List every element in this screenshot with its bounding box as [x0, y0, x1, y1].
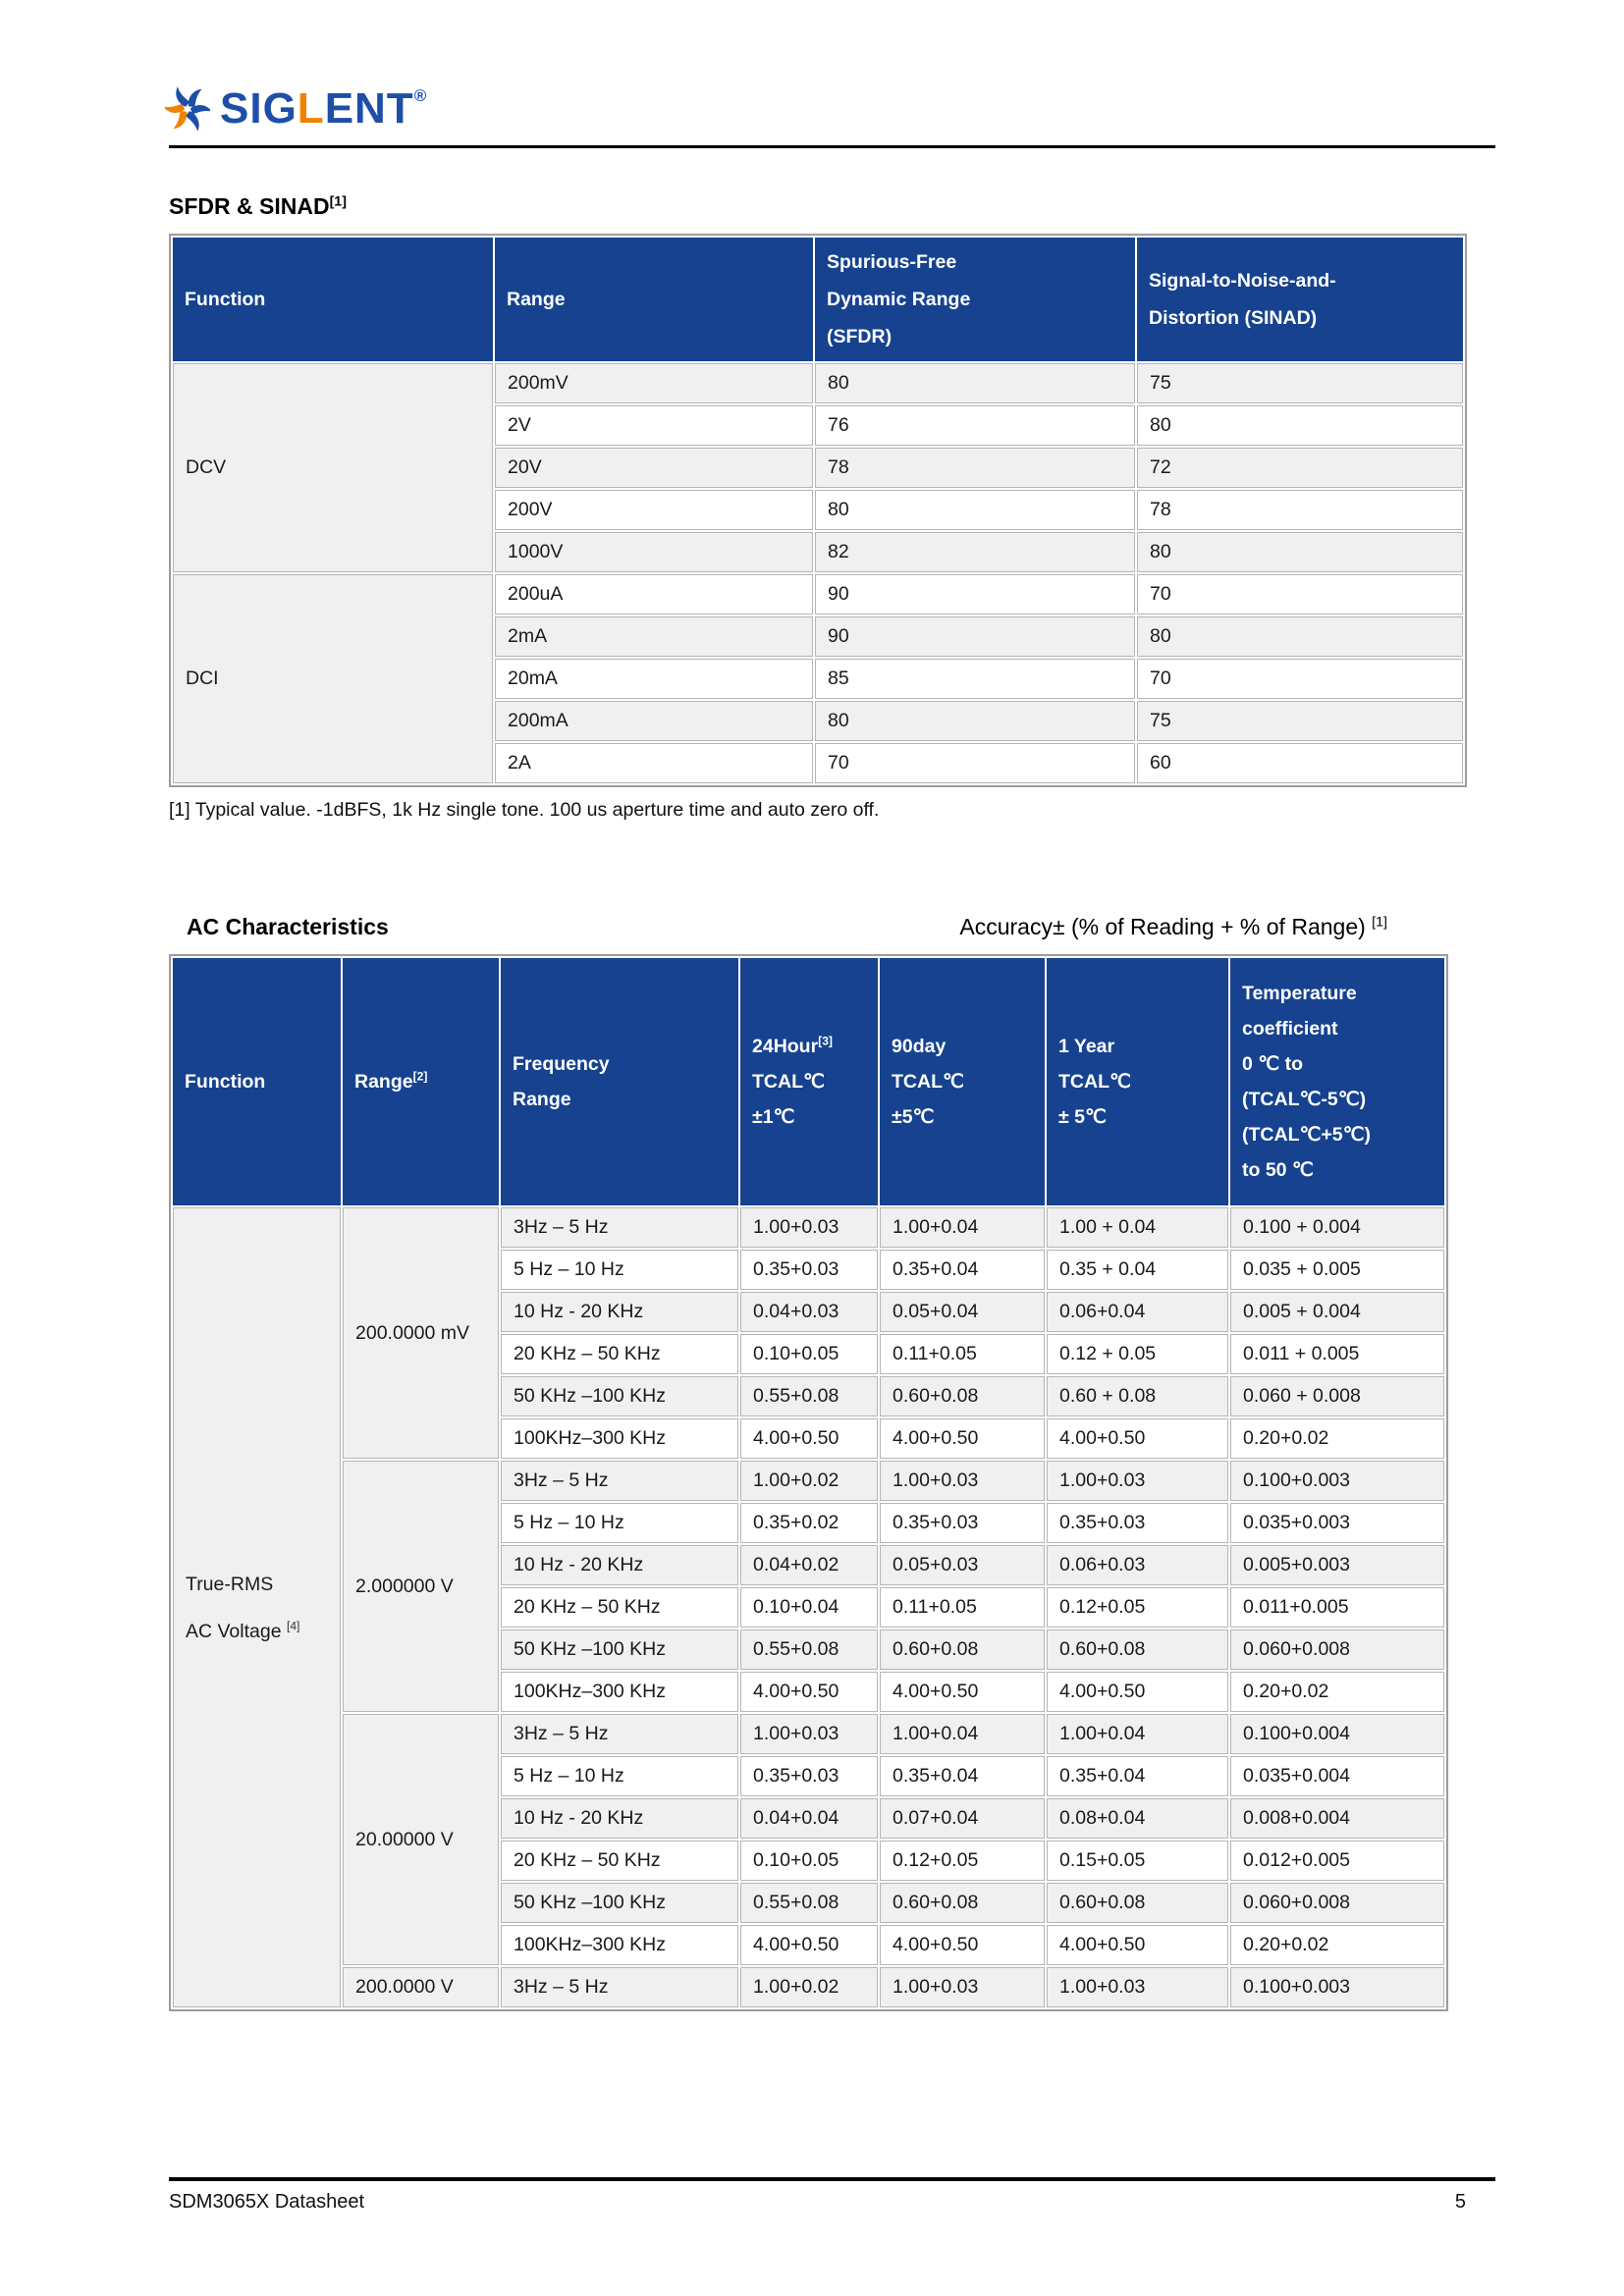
table-cell: 0.012+0.005	[1230, 1841, 1444, 1881]
table-cell: 10 Hz - 20 KHz	[501, 1545, 738, 1585]
ac-characteristics-table	[169, 954, 1448, 2011]
col-header-90day: 90day TCAL℃ ±5℃	[880, 958, 1045, 1205]
table-row	[173, 1714, 1444, 1754]
table-cell: 72	[1137, 448, 1463, 488]
table-cell: 0.12 + 0.05	[1047, 1334, 1228, 1374]
table-cell: 1.00+0.03	[1047, 1461, 1228, 1501]
table-cell: 200V	[495, 490, 813, 530]
header-row	[173, 238, 1463, 361]
table-cell: 0.060 + 0.008	[1230, 1376, 1444, 1416]
table-cell: 0.04+0.02	[740, 1545, 878, 1585]
table-cell: 80	[815, 701, 1135, 741]
table-cell: 0.100+0.003	[1230, 1967, 1444, 2007]
table-cell: 0.06+0.04	[1047, 1292, 1228, 1332]
table-cell: 0.07+0.04	[880, 1798, 1045, 1839]
header-divider	[169, 145, 1495, 148]
col-header-temp-coefficient: Temperature coefficient 0 ℃ to (TCAL℃-5℃) (TCAL℃+5℃) to 50 ℃	[1230, 958, 1444, 1205]
table-cell: 1.00+0.03	[880, 1461, 1045, 1501]
sfdr-footnote: [1] Typical value. -1dBFS, 1k Hz single tone. 100 us aperture time and auto zero off.	[169, 799, 880, 821]
table-row	[173, 1207, 1444, 1248]
table-cell: 0.005+0.003	[1230, 1545, 1444, 1585]
footer-page-number: 5	[1454, 2191, 1466, 2213]
registered-mark: ®	[413, 86, 428, 105]
footnote-ref-3: [3]	[818, 1034, 833, 1048]
footer-document-title: SDM3065X Datasheet	[169, 2191, 365, 2213]
table-cell: 0.060+0.008	[1230, 1629, 1444, 1670]
range-cell: 200.0000 mV	[343, 1207, 499, 1459]
table-row	[173, 1461, 1444, 1501]
table-cell: 100KHz–300 KHz	[501, 1672, 738, 1712]
function-cell: DCV	[173, 363, 493, 572]
table-cell: 80	[815, 363, 1135, 403]
table-cell: 100KHz–300 KHz	[501, 1418, 738, 1459]
col-header-frequency-range: Frequency Range	[501, 958, 738, 1205]
footnote-ref-2: [2]	[412, 1069, 428, 1084]
table-cell: 0.011 + 0.005	[1230, 1334, 1444, 1374]
table-cell: 0.12+0.05	[880, 1841, 1045, 1881]
page-footer	[169, 2177, 1495, 2214]
footnote-ref-1: [1]	[329, 193, 347, 210]
col-header-range: Range[2]	[343, 958, 499, 1205]
table-cell: 1.00+0.03	[740, 1714, 878, 1754]
table-cell: 1.00+0.02	[740, 1461, 878, 1501]
col-header-sinad: Signal-to-Noise-and- Distortion (SINAD)	[1137, 238, 1463, 361]
table-cell: 1.00+0.04	[880, 1714, 1045, 1754]
table-cell: 5 Hz – 10 Hz	[501, 1250, 738, 1290]
table-cell: 82	[815, 532, 1135, 572]
table-cell: 4.00+0.50	[1047, 1672, 1228, 1712]
table-cell: 4.00+0.50	[740, 1925, 878, 1965]
table-cell: 0.55+0.08	[740, 1629, 878, 1670]
table-cell: 0.60+0.08	[880, 1376, 1045, 1416]
table-cell: 0.35+0.04	[1047, 1756, 1228, 1796]
table-cell: 0.35+0.04	[880, 1250, 1045, 1290]
table-cell: 0.05+0.03	[880, 1545, 1045, 1585]
col-header-1year: 1 Year TCAL℃ ± 5℃	[1047, 958, 1228, 1205]
function-cell: True-RMS AC Voltage [4]	[173, 1207, 341, 2007]
table-cell: 0.35+0.03	[880, 1503, 1045, 1543]
table-cell: 4.00+0.50	[880, 1672, 1045, 1712]
table-cell: 0.20+0.02	[1230, 1672, 1444, 1712]
table-cell: 0.08+0.04	[1047, 1798, 1228, 1839]
table-cell: 4.00+0.50	[880, 1925, 1045, 1965]
ac-characteristics-title: AC Characteristics	[187, 914, 389, 939]
table-cell: 100KHz–300 KHz	[501, 1925, 738, 1965]
table-cell: 50 KHz –100 KHz	[501, 1629, 738, 1670]
col-header-function: Function	[173, 958, 341, 1205]
footnote-ref-1: [1]	[1372, 914, 1387, 931]
table-cell: 20 KHz – 50 KHz	[501, 1841, 738, 1881]
table-cell: 20 KHz – 50 KHz	[501, 1334, 738, 1374]
table-cell: 0.10+0.04	[740, 1587, 878, 1628]
table-cell: 0.04+0.04	[740, 1798, 878, 1839]
table-cell: 10 Hz - 20 KHz	[501, 1798, 738, 1839]
table-cell: 0.55+0.08	[740, 1376, 878, 1416]
table-cell: 200mA	[495, 701, 813, 741]
logo-accent-letter: L	[297, 84, 325, 133]
table-cell: 5 Hz – 10 Hz	[501, 1503, 738, 1543]
siglent-pinwheel-icon	[165, 86, 210, 132]
sfdr-sinad-table	[169, 234, 1467, 787]
table-cell: 60	[1137, 743, 1463, 783]
table-cell: 0.11+0.05	[880, 1587, 1045, 1628]
table-cell: 20mA	[495, 659, 813, 699]
table-cell: 76	[815, 405, 1135, 446]
table-cell: 0.011+0.005	[1230, 1587, 1444, 1628]
table-cell: 1000V	[495, 532, 813, 572]
table-cell: 200uA	[495, 574, 813, 614]
table-cell: 70	[1137, 659, 1463, 699]
table-cell: 0.55+0.08	[740, 1883, 878, 1923]
table-cell: 0.35 + 0.04	[1047, 1250, 1228, 1290]
table-cell: 4.00+0.50	[740, 1672, 878, 1712]
table-cell: 0.100+0.003	[1230, 1461, 1444, 1501]
header-logo	[165, 86, 1495, 132]
table-cell: 0.15+0.05	[1047, 1841, 1228, 1881]
table-cell: 0.10+0.05	[740, 1841, 878, 1881]
table-row	[173, 363, 1463, 403]
table-cell: 20V	[495, 448, 813, 488]
table-cell: 3Hz – 5 Hz	[501, 1967, 738, 2007]
table-cell: 0.008+0.004	[1230, 1798, 1444, 1839]
table-cell: 0.35+0.02	[740, 1503, 878, 1543]
table-row	[173, 1967, 1444, 2007]
header-row	[173, 958, 1444, 1205]
table-cell: 50 KHz –100 KHz	[501, 1376, 738, 1416]
table-cell: 0.60+0.08	[880, 1629, 1045, 1670]
col-header-24hour: 24Hour[3] TCAL℃ ±1℃	[740, 958, 878, 1205]
table-cell: 1.00 + 0.04	[1047, 1207, 1228, 1248]
table-cell: 80	[1137, 532, 1463, 572]
table-cell: 90	[815, 616, 1135, 657]
table-cell: 0.20+0.02	[1230, 1925, 1444, 1965]
table-row	[173, 574, 1463, 614]
table-cell: 1.00+0.03	[740, 1207, 878, 1248]
table-cell: 3Hz – 5 Hz	[501, 1461, 738, 1501]
range-cell: 200.0000 V	[343, 1967, 499, 2007]
table-cell: 0.60 + 0.08	[1047, 1376, 1228, 1416]
table-cell: 0.035+0.003	[1230, 1503, 1444, 1543]
table-cell: 0.06+0.03	[1047, 1545, 1228, 1585]
sfdr-sinad-title: SFDR & SINAD[1]	[169, 193, 347, 219]
table-cell: 75	[1137, 701, 1463, 741]
table-cell: 70	[1137, 574, 1463, 614]
range-cell: 20.00000 V	[343, 1714, 499, 1965]
table-cell: 4.00+0.50	[880, 1418, 1045, 1459]
table-cell: 2V	[495, 405, 813, 446]
table-cell: 3Hz – 5 Hz	[501, 1714, 738, 1754]
table-cell: 0.35+0.03	[740, 1756, 878, 1796]
col-header-sfdr: Spurious-Free Dynamic Range (SFDR)	[815, 238, 1135, 361]
table-cell: 0.005 + 0.004	[1230, 1292, 1444, 1332]
table-cell: 50 KHz –100 KHz	[501, 1883, 738, 1923]
table-cell: 4.00+0.50	[1047, 1418, 1228, 1459]
table-cell: 0.035 + 0.005	[1230, 1250, 1444, 1290]
table-cell: 80	[1137, 405, 1463, 446]
function-cell: DCI	[173, 574, 493, 783]
table-cell: 0.35+0.03	[740, 1250, 878, 1290]
table-cell: 70	[815, 743, 1135, 783]
table-cell: 90	[815, 574, 1135, 614]
table-cell: 0.12+0.05	[1047, 1587, 1228, 1628]
table-cell: 4.00+0.50	[740, 1418, 878, 1459]
table-cell: 0.100 + 0.004	[1230, 1207, 1444, 1248]
table-cell: 0.20+0.02	[1230, 1418, 1444, 1459]
table-cell: 5 Hz – 10 Hz	[501, 1756, 738, 1796]
table-cell: 1.00+0.04	[1047, 1714, 1228, 1754]
table-cell: 0.11+0.05	[880, 1334, 1045, 1374]
table-cell: 0.35+0.04	[880, 1756, 1045, 1796]
table-cell: 85	[815, 659, 1135, 699]
table-cell: 78	[1137, 490, 1463, 530]
table-cell: 0.04+0.03	[740, 1292, 878, 1332]
table-cell: 78	[815, 448, 1135, 488]
table-cell: 0.60+0.08	[880, 1883, 1045, 1923]
table-cell: 0.035+0.004	[1230, 1756, 1444, 1796]
ac-section-heading	[169, 914, 1448, 940]
table-cell: 80	[815, 490, 1135, 530]
range-cell: 2.000000 V	[343, 1461, 499, 1712]
table-cell: 0.05+0.04	[880, 1292, 1045, 1332]
table-cell: 2mA	[495, 616, 813, 657]
col-header-function: Function	[173, 238, 493, 361]
table-cell: 1.00+0.03	[1047, 1967, 1228, 2007]
table-cell: 0.60+0.08	[1047, 1883, 1228, 1923]
table-cell: 0.060+0.008	[1230, 1883, 1444, 1923]
table-cell: 0.10+0.05	[740, 1334, 878, 1374]
col-header-range: Range	[495, 238, 813, 361]
table-cell: 10 Hz - 20 KHz	[501, 1292, 738, 1332]
table-cell: 20 KHz – 50 KHz	[501, 1587, 738, 1628]
table-cell: 80	[1137, 616, 1463, 657]
table-cell: 1.00+0.04	[880, 1207, 1045, 1248]
accuracy-note: Accuracy± (% of Reading + % of Range) [1]	[959, 914, 1387, 939]
table-cell: 2A	[495, 743, 813, 783]
table-cell: 1.00+0.03	[880, 1967, 1045, 2007]
table-cell: 75	[1137, 363, 1463, 403]
table-cell: 0.35+0.03	[1047, 1503, 1228, 1543]
table-cell: 0.60+0.08	[1047, 1629, 1228, 1670]
table-cell: 1.00+0.02	[740, 1967, 878, 2007]
table-cell: 200mV	[495, 363, 813, 403]
logo-wordmark: SIGLENT®	[220, 84, 428, 133]
table-cell: 3Hz – 5 Hz	[501, 1207, 738, 1248]
table-cell: 0.100+0.004	[1230, 1714, 1444, 1754]
table-cell: 4.00+0.50	[1047, 1925, 1228, 1965]
